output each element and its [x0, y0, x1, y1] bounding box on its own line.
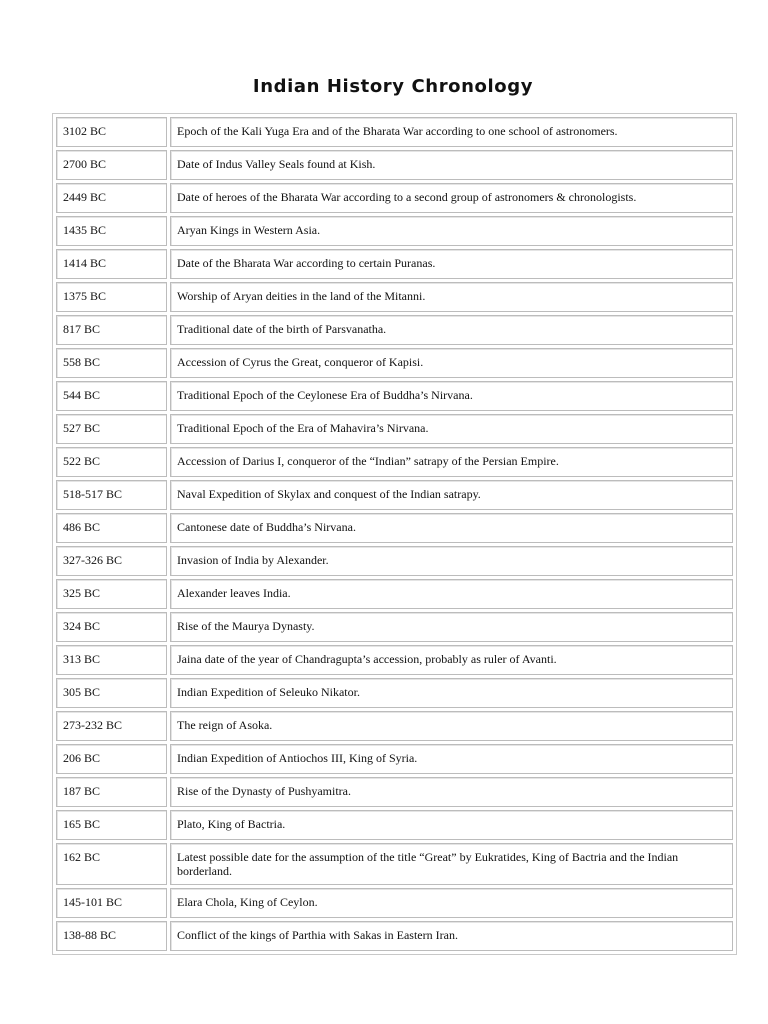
date-cell: 165 BC — [56, 810, 167, 840]
table-row — [56, 888, 733, 918]
event-cell: Rise of the Dynasty of Pushyamitra. — [170, 777, 733, 807]
event-cell: Cantonese date of Buddha’s Nirvana. — [170, 513, 733, 543]
table-row — [56, 183, 733, 213]
event-cell: Latest possible date for the assumption of the title “Great” by Eukratides, King of Bactria and the Indian borderland. — [170, 843, 733, 885]
date-cell: 544 BC — [56, 381, 167, 411]
event-cell: Indian Expedition of Antiochos III, King of Syria. — [170, 744, 733, 774]
table-row — [56, 381, 733, 411]
table-row — [56, 645, 733, 675]
date-cell: 2700 BC — [56, 150, 167, 180]
event-cell: Worship of Aryan deities in the land of the Mitanni. — [170, 282, 733, 312]
event-cell: Plato, King of Bactria. — [170, 810, 733, 840]
event-cell: Accession of Darius I, conqueror of the “Indian” satrapy of the Persian Empire. — [170, 447, 733, 477]
event-cell: The reign of Asoka. — [170, 711, 733, 741]
event-cell: Traditional Epoch of the Ceylonese Era of Buddha’s Nirvana. — [170, 381, 733, 411]
table-row — [56, 711, 733, 741]
date-cell: 486 BC — [56, 513, 167, 543]
date-cell: 206 BC — [56, 744, 167, 774]
date-cell: 305 BC — [56, 678, 167, 708]
table-row — [56, 315, 733, 345]
date-cell: 1414 BC — [56, 249, 167, 279]
date-cell: 522 BC — [56, 447, 167, 477]
table-row — [56, 480, 733, 510]
event-cell: Date of the Bharata War according to certain Puranas. — [170, 249, 733, 279]
date-cell: 2449 BC — [56, 183, 167, 213]
date-cell: 162 BC — [56, 843, 167, 885]
date-cell: 327-326 BC — [56, 546, 167, 576]
table-row — [56, 447, 733, 477]
event-cell: Naval Expedition of Skylax and conquest of the Indian satrapy. — [170, 480, 733, 510]
table-row — [56, 117, 733, 147]
event-cell: Epoch of the Kali Yuga Era and of the Bharata War according to one school of astronomers. — [170, 117, 733, 147]
date-cell: 527 BC — [56, 414, 167, 444]
table-row — [56, 843, 733, 885]
table-row — [56, 348, 733, 378]
event-cell: Accession of Cyrus the Great, conqueror of Kapisi. — [170, 348, 733, 378]
table-row — [56, 216, 733, 246]
date-cell: 3102 BC — [56, 117, 167, 147]
table-row — [56, 777, 733, 807]
date-cell: 325 BC — [56, 579, 167, 609]
event-cell: Date of heroes of the Bharata War according to a second group of astronomers & chronologists. — [170, 183, 733, 213]
table-row — [56, 150, 733, 180]
date-cell: 145-101 BC — [56, 888, 167, 918]
date-cell: 558 BC — [56, 348, 167, 378]
date-cell: 1435 BC — [56, 216, 167, 246]
event-cell: Alexander leaves India. — [170, 579, 733, 609]
event-cell: Jaina date of the year of Chandragupta’s accession, probably as ruler of Avanti. — [170, 645, 733, 675]
event-cell: Date of Indus Valley Seals found at Kish. — [170, 150, 733, 180]
table-row — [56, 414, 733, 444]
table-row — [56, 249, 733, 279]
date-cell: 273-232 BC — [56, 711, 167, 741]
event-cell: Traditional Epoch of the Era of Mahavira’s Nirvana. — [170, 414, 733, 444]
event-cell: Aryan Kings in Western Asia. — [170, 216, 733, 246]
event-cell: Invasion of India by Alexander. — [170, 546, 733, 576]
date-cell: 138-88 BC — [56, 921, 167, 951]
page-title: Indian History Chronology — [252, 76, 534, 97]
table-row — [56, 513, 733, 543]
table-row — [56, 810, 733, 840]
table-row — [56, 744, 733, 774]
date-cell: 187 BC — [56, 777, 167, 807]
date-cell: 324 BC — [56, 612, 167, 642]
event-cell: Conflict of the kings of Parthia with Sakas in Eastern Iran. — [170, 921, 733, 951]
event-cell: Traditional date of the birth of Parsvanatha. — [170, 315, 733, 345]
table-row — [56, 579, 733, 609]
date-cell: 313 BC — [56, 645, 167, 675]
date-cell: 817 BC — [56, 315, 167, 345]
date-cell: 1375 BC — [56, 282, 167, 312]
table-row — [56, 921, 733, 951]
event-cell: Indian Expedition of Seleuko Nikator. — [170, 678, 733, 708]
event-cell: Rise of the Maurya Dynasty. — [170, 612, 733, 642]
chronology-table — [52, 113, 737, 955]
chronology-table-body — [56, 117, 733, 951]
event-cell: Elara Chola, King of Ceylon. — [170, 888, 733, 918]
table-row — [56, 612, 733, 642]
table-row — [56, 282, 733, 312]
date-cell: 518-517 BC — [56, 480, 167, 510]
table-row — [56, 546, 733, 576]
table-row — [56, 678, 733, 708]
